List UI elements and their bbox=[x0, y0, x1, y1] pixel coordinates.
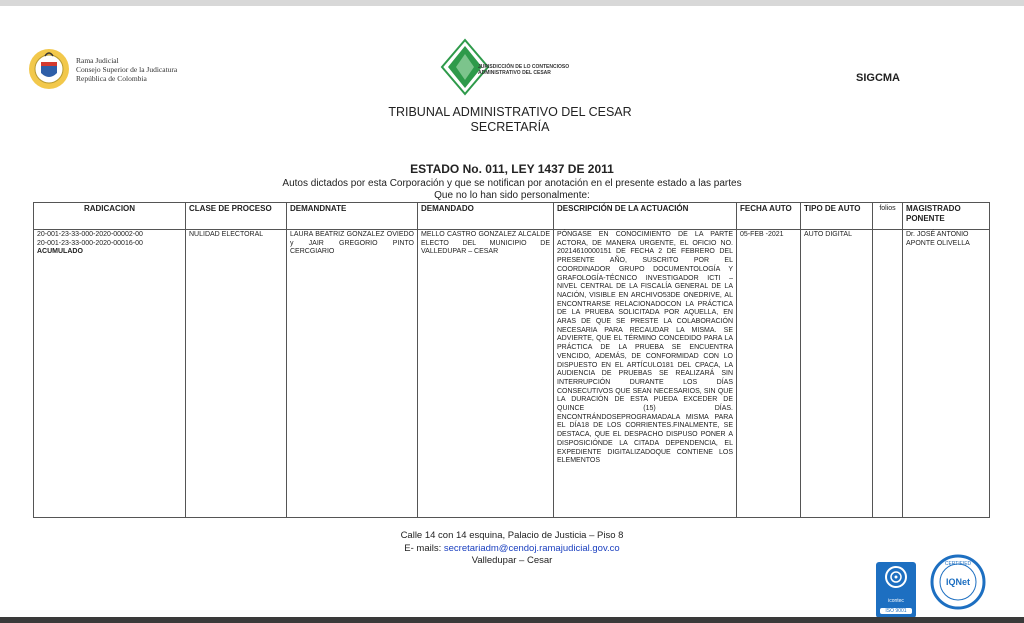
footer-email-line bbox=[0, 543, 1024, 554]
cell-demandado: MELLO CASTRO GONZALEZ ALCALDE ELECTO DEL MUNICIPIO DE VALLEDUPAR – CESAR bbox=[418, 230, 554, 518]
estado-subtitle-2: Que no lo han sido personalmente: bbox=[434, 190, 590, 201]
cell-fecha: 05-FEB -2021 bbox=[737, 230, 801, 518]
iqnet-label: IQNet bbox=[945, 577, 971, 587]
col-header-fecha: FECHA AUTO bbox=[737, 203, 801, 230]
tribunal-title: TRIBUNAL ADMINISTRATIVO DEL CESAR bbox=[388, 105, 632, 119]
col-header-radicacion: RADICACION bbox=[34, 203, 186, 230]
icontec-icon bbox=[876, 562, 916, 596]
col-header-folios: folios bbox=[873, 203, 903, 230]
radicacion-number: 20-001-23-33-000-2020-00002-00 bbox=[37, 231, 143, 238]
radicacion-number: 20-001-23-33-000-2020-00016-00 bbox=[37, 239, 143, 247]
footer-email-link[interactable]: secretariadm@cendoj.ramajudicial.gov.co bbox=[443, 543, 620, 554]
secretaria-title: SECRETARÍA bbox=[470, 120, 550, 134]
footer-city: Valledupar – Cesar bbox=[471, 555, 553, 566]
footer-email-label: E- mails: bbox=[404, 543, 444, 554]
icontec-badge bbox=[876, 562, 916, 618]
table-header-row bbox=[34, 203, 990, 230]
col-header-magistrado: MAGISTRADO PONENTE bbox=[903, 203, 990, 230]
iqnet-certified-icon bbox=[930, 554, 986, 610]
cell-magistrado: Dr. JOSÉ ANTONIO APONTE OLIVELLA bbox=[903, 230, 990, 518]
col-header-clase: CLASE DE PROCESO bbox=[186, 203, 287, 230]
estado-heading: ESTADO No. 011, LEY 1437 DE 2011 bbox=[410, 162, 614, 176]
footer-address: Calle 14 con 14 esquina, Palacio de Justicia – Piso 8 bbox=[400, 530, 624, 541]
cell-folios bbox=[873, 230, 903, 518]
col-header-demandado: DEMANDADO bbox=[418, 203, 554, 230]
viewer-bottom-bar bbox=[0, 617, 1024, 623]
iso-label: ISO 9001 bbox=[880, 608, 912, 614]
estado-table bbox=[33, 202, 990, 518]
radicacion-acumulado: ACUMULADO bbox=[37, 248, 83, 256]
col-header-tipo: TIPO DE AUTO bbox=[801, 203, 873, 230]
cell-demandante: LAURA BEATRIZ GONZALEZ OVIEDO y JAIR GREGORIO PINTO CERCGIARIO bbox=[287, 230, 418, 518]
icontec-label: icontec bbox=[888, 598, 904, 604]
estado-subtitle-1: Autos dictados por esta Corporación y que se notifican por anotación en el presente estado a las partes bbox=[282, 178, 742, 189]
table-row bbox=[34, 230, 990, 518]
jurisdiccion-logo-text: JURISDICCIÓN DE LO CONTENCIOSO ADMINISTRATIVO DEL CESAR bbox=[478, 64, 570, 76]
cell-radicacion bbox=[34, 230, 186, 518]
iqnet-certified-label: CERTIFIED bbox=[944, 561, 972, 567]
col-header-demandante: DEMANDNATE bbox=[287, 203, 418, 230]
col-header-descripcion: DESCRIPCIÓN DE LA ACTUACIÓN bbox=[554, 203, 737, 230]
rama-judicial-shield-icon bbox=[28, 46, 70, 92]
cell-descripcion: PÓNGASE EN CONOCIMIENTO DE LA PARTE ACTORA, DE MANERA URGENTE, EL OFICIO NO. 20214610000151 DE FECHA 2 DE FEBRERO DEL PRESENTE AÑO, SUSCRITO POR EL COORDINADOR GRUPO DOCUMENTOLOGÍA Y GRAFOLOGÍA-TÉCNICO INVESTIGADOR ICTI –NIVEL CENTRAL DE LA FISCALÍA GENERAL DE LA NACIÓN, VISIBLE EN ARCHIVO53DE ONEDRIVE, AL ENCONTRARSE RELACIONADOCON LA PRÁCTICA DE LA PRUEBA SOLICITADA POR AQUELLA, EN ARAS DE QUE SE PRESTE LA COLABORACIÓN NECESARIA PARA RECAUDAR LA MISMA. SE ADVIERTE, QUE EL TÉRMINO CONCEDIDO PARA LA PRÁCTICA DE LA PRUEBA SE ENCUENTRA VENCIDO, ADEMÁS, DE CONFORMIDAD CON LO DISPUESTO EN EL ARTÍCULO181 DEL CPACA, LA AUDIENCIA DE PRUEBAS SE REALIZARÁ SIN INTERRUPCIÓN DURANTE LOS DÍAS CONSECUTIVOS QUE SEAN NECESARIOS, SIN QUE LA DURACIÓN DE ESTA PUEDA EXCEDER DE QUINCE (15) DÍAS. ENCONTRÁNDOSEPROGRAMADALA MISMA PARA EL DÍA18 DE LOS CORRIENTES.FINALMENTE, SE DESTACA, QUE EL DESPACHO DISPUSO PONER A DISPOSICIÓNDE LA CITADA DEPENDENCIA, EL EXPEDIENTE DIGITALIZADOQUE CONTIENE LOS ELEMENTOS bbox=[554, 230, 737, 518]
rama-judicial-text: Rama Judicial Consejo Superior de la Judicatura República de Colombia bbox=[76, 56, 178, 83]
sigcma-label: SIGCMA bbox=[856, 72, 900, 84]
cell-tipo: AUTO DIGITAL bbox=[801, 230, 873, 518]
cell-clase: NULIDAD ELECTORAL bbox=[186, 230, 287, 518]
document-page bbox=[0, 6, 1024, 617]
